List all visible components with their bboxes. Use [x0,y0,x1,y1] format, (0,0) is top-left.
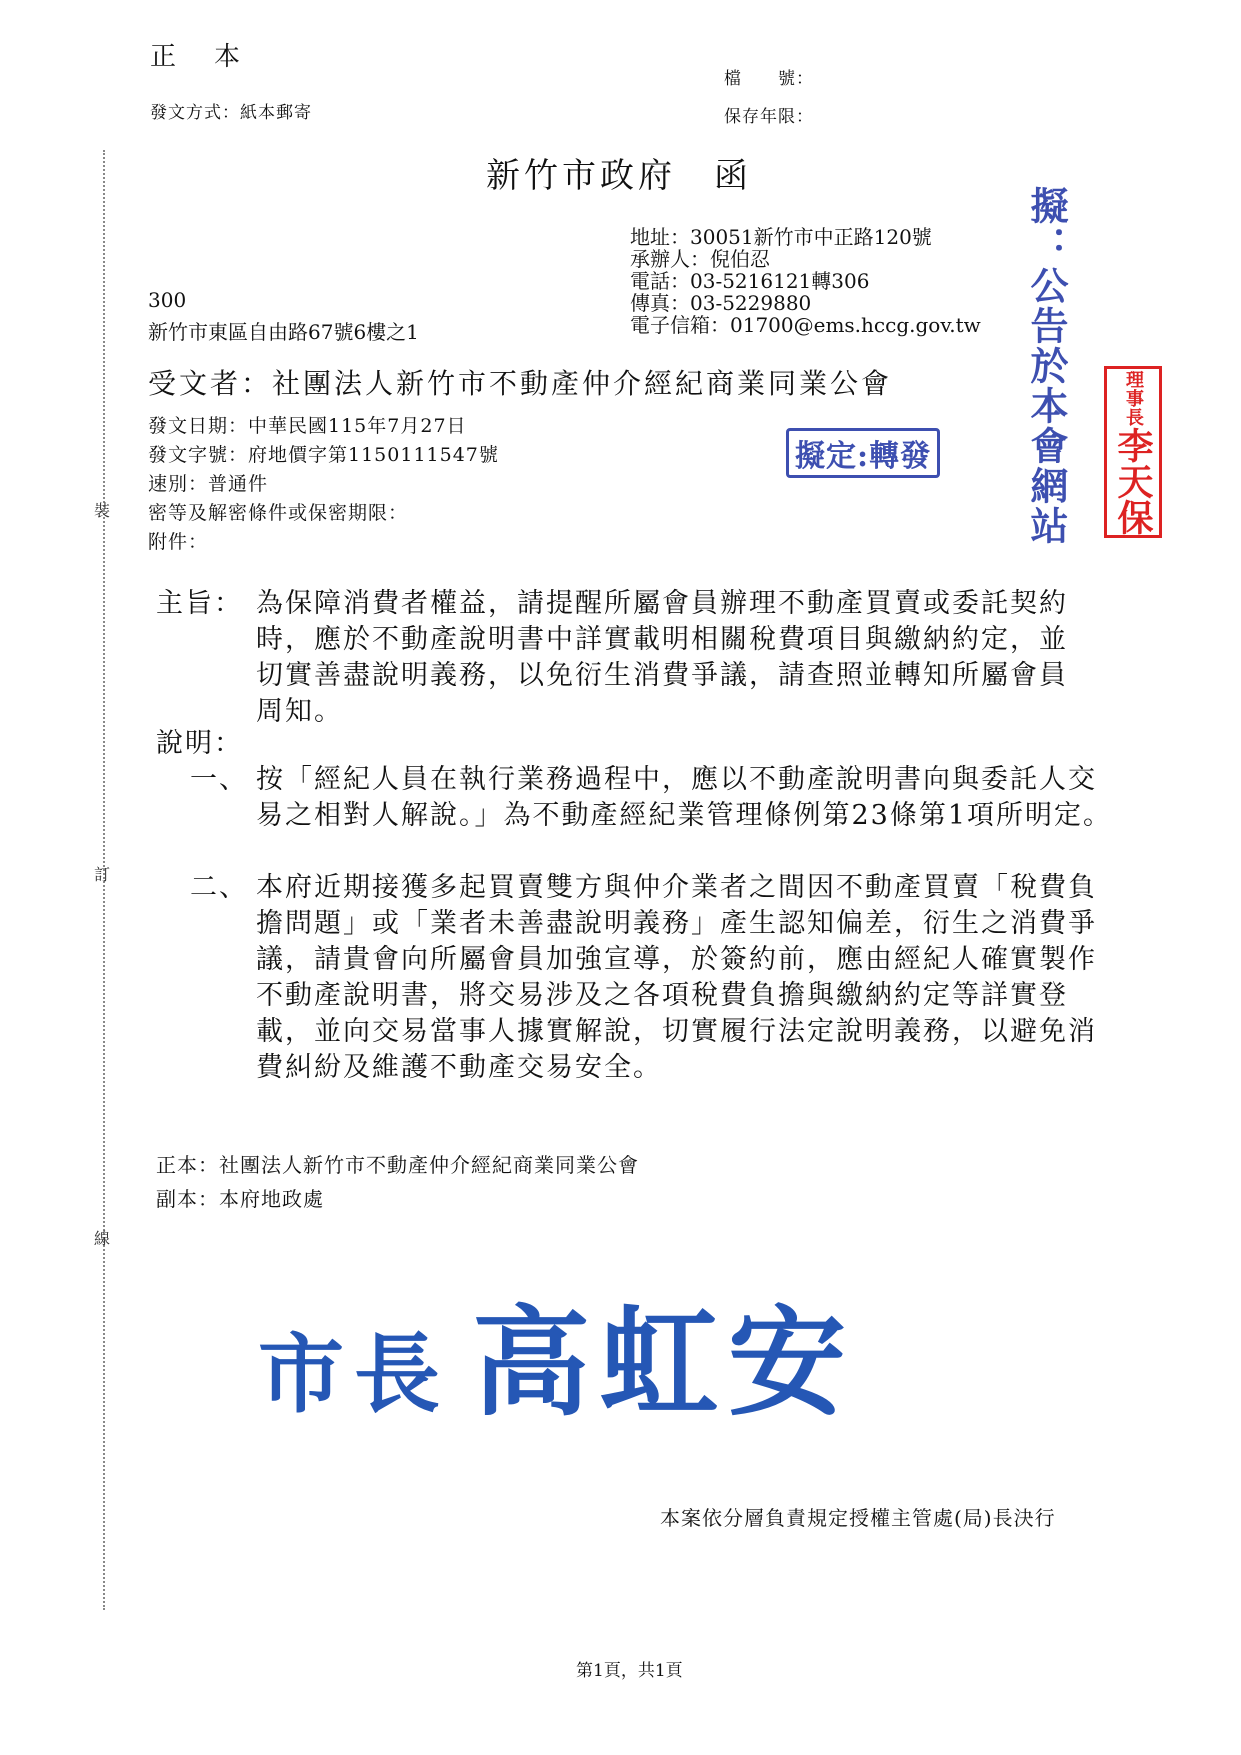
subject-section [156,586,1116,736]
fax-number: 傳真：03-5229880 [630,291,812,315]
mayor-title: 市長 [258,1325,450,1425]
document-meta [148,412,499,557]
attachment-label: 附件： [148,531,209,553]
explanation-item-1-text: 按「經紀人員在執行業務過程中，應以不動產說明書向與委託人交易之相對人解說。」為不動產經紀業管理條例第23條第1項所明定。 [256,764,1113,831]
retention-period-label: 保存年限： [724,107,814,127]
original-recipient: 正本：社團法人新竹市不動產仲介經紀商業同業公會 [156,1153,639,1177]
explanation-item-2-number: 二、 [190,872,248,903]
copy-recipient: 副本：本府地政處 [156,1187,324,1211]
explanation-item-1-number: 一、 [190,764,248,795]
recipient-street-address: 新竹市東區自由路67號6樓之1 [148,320,419,344]
document-number: 發文字號：府地價字第1150111547號 [148,444,499,466]
subject-label: 主旨： [156,588,243,619]
recipient-line: 受文者：社團法人新竹市不動產仲介經紀商業同業公會 [148,367,893,400]
chairman-seal [1104,366,1162,538]
mayor-signature-seal [258,1268,856,1438]
sender-contact [630,226,981,336]
binding-mark-bottom: 線 [94,1229,111,1248]
delivery-method: 發文方式：紙本郵寄 [150,103,312,123]
explanation-item-1 [190,762,1120,872]
recipient-postal-code: 300 [148,288,187,312]
sender-address: 地址：30051新竹市中正路120號 [630,225,932,249]
binding-mark-middle: 訂 [94,865,111,884]
copy-type-label: 正 本 [150,42,247,72]
email-address: 電子信箱：01700@ems.hccg.gov.tw [630,313,981,337]
seal-name: 李天保 [1112,426,1154,535]
distribution-list [156,1148,639,1216]
handwritten-post-note: 擬：公告於本會網站 [1024,186,1069,546]
secrecy-level: 密等及解密條件或保密期限： [148,502,409,524]
handler-name: 承辦人：倪伯忍 [630,247,770,271]
explanation-item-2-text: 本府近期接獲多起買賣雙方與仲介業者之間因不動產買賣「稅費負擔問題」或「業者未善盡說明義務」產生認知偏差，衍生之消費爭議，請貴會向所屬會員加強宣導，於簽約前，應由經紀人確實製作不動產說明書，將交易涉及之各項稅費負擔與繳納約定等詳實登載，並向交易當事人據實解說，切實履行法定說明義務，以避免消費糾紛及維護不動產交易安全。 [256,872,1097,1083]
document-title: 新竹市政府 函 [486,156,752,196]
explanation-label: 說明： [156,728,243,759]
mayor-name: 高虹安 [472,1294,857,1432]
seal-title: 理事長 [1123,369,1144,427]
phone-number: 電話：03-5216121轉306 [630,269,870,293]
delivery-speed: 速別：普通件 [148,473,269,495]
file-number-label: 檔 號： [724,69,814,89]
binding-mark-top: 裝 [94,501,111,520]
authorization-note: 本案依分層負責規定授權主管處(局)長決行 [660,1506,1056,1530]
page-number: 第1頁，共1頁 [576,1661,683,1681]
explanation-item-2 [190,870,1120,1120]
draft-forward-stamp: 擬定:轉發 [786,428,940,478]
issue-date: 發文日期：中華民國115年7月27日 [148,415,467,437]
subject-text: 為保障消費者權益，請提醒所屬會員辦理不動產買賣或委託契約時，應於不動產說明書中詳實載明相關稅費項目與繳納約定，並切實善盡說明義務，以免衍生消費爭議，請查照並轉知所屬會員周知。 [256,588,1068,727]
